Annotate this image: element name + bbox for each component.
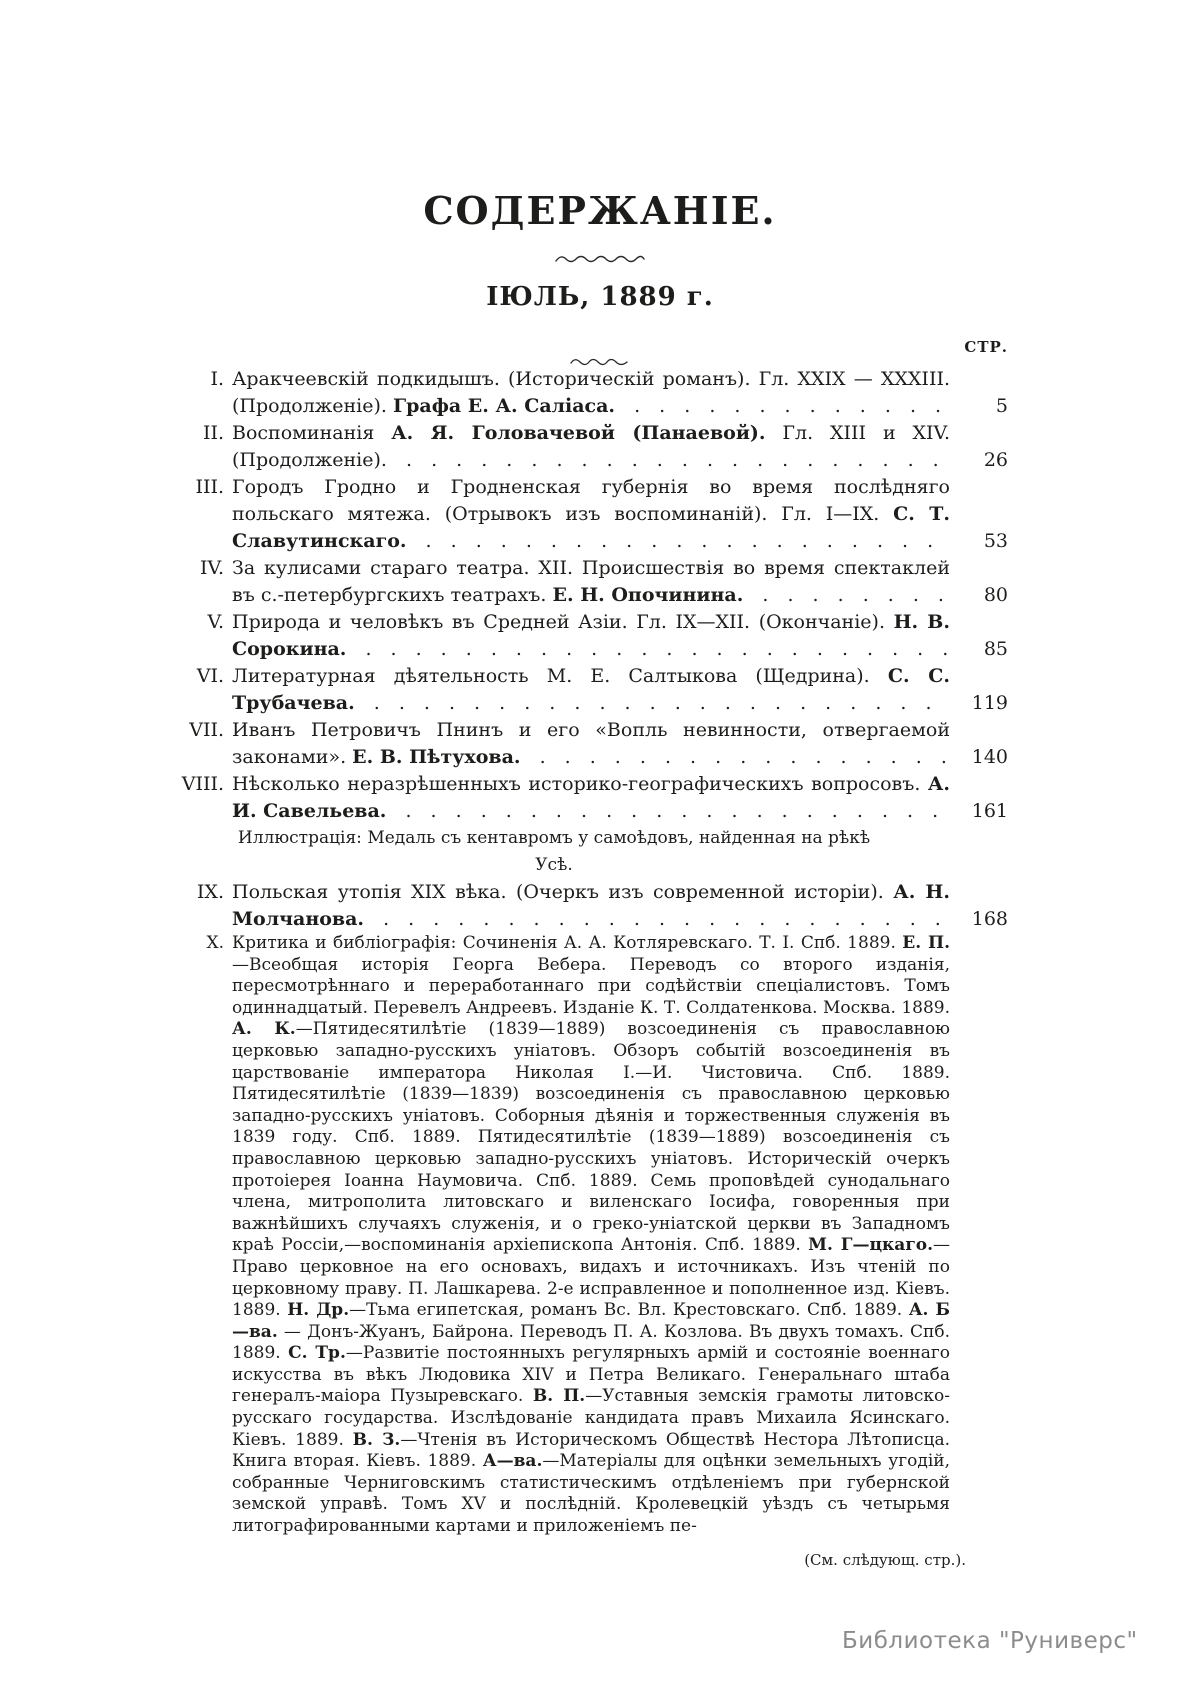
entry-title: Природа и человѣкъ въ Средней Азіи. Гл. IX—XII. (Окончаніе). Н. В. Сорокина. . . . . . . . . . . . . . . . . . . . . . . . . xyxy=(232,611,950,660)
entry-title: Нѣсколько неразрѣшенныхъ историко-географическихъ вопросовъ. А. И. Савельева. . . . . . . . . . . . . . . . . . . . . . . xyxy=(232,773,950,822)
entry-page-number: 161 xyxy=(971,800,1008,822)
illustration-note: Иллюстрація: Медаль съ кентавромъ у самоѣдовъ, найденная на рѣкѣ Усѣ. xyxy=(237,828,871,875)
library-watermark: Библиотека "Руниверс" xyxy=(842,1628,1138,1654)
author-name: Е. Н. Опочинина. xyxy=(552,584,744,606)
entry-page-number: 85 xyxy=(983,638,1008,660)
author-name: Е. П. xyxy=(902,933,950,953)
author-name: В. П. xyxy=(532,1386,586,1407)
entry-page-number: 26 xyxy=(983,449,1008,471)
author-name: В. З. xyxy=(352,1429,401,1450)
entry-number: X. xyxy=(206,933,224,953)
author-name: А. И. Савельева. xyxy=(232,773,950,822)
entry-page-number: 80 xyxy=(983,584,1008,606)
author-name: М. Г—цкаго. xyxy=(808,1235,933,1256)
dot-leader: . . . . . . . . . . . . . . . . . xyxy=(520,746,947,768)
entry-number: VI. xyxy=(196,665,224,687)
toc-list xyxy=(170,366,1008,1538)
entry-page-number: 119 xyxy=(971,692,1008,714)
dot-leader: . . . . . . . . . . . . . . . . . . . . . . xyxy=(386,449,939,471)
entry-number: VII. xyxy=(189,719,224,741)
author-name: А. Я. Головачевой (Панаевой). xyxy=(391,422,766,444)
entry-number: III. xyxy=(195,476,224,498)
toc-entry-ix xyxy=(170,879,1008,933)
author-name: Н. В. Сорокина. xyxy=(232,611,950,660)
entry-number: VIII. xyxy=(181,773,224,795)
entry-title: Критика и библіографія: Сочиненія А. А. Котляревскаго. Т. I. Спб. 1889. Е. П.—Всеобщая исторія Георга Вебера. Переводъ со второго изданія, пересмотрѣннаго и переработаннаго при содѣйствіи спеціалистовъ. Томъ одиннадцатый. Перевелъ Андреевъ. Изданіе К. Т. Солдатенкова. Москва. 1889. А. К.—Пятидесятилѣтіе (1839—1889) возсоединенія съ православною церковью западно-русскихъ уніатовъ. Обзоръ событій возсоединенія въ царствованіе императора Николая I.—И. Чистовича. Спб. 1889. Пятидесятилѣтіе (1839—1839) возсоединенія съ православною церковью западно-русскихъ уніатовъ. Соборныя дѣянія и торжественныя служенія въ 1839 году. Спб. 1889. Пятидесятилѣтіе (1839—1889) возсоединенія съ православною церковью западно-русскихъ уніатовъ. Историческій очеркъ протоіерея Іоанна Наумовича. Спб. 1889. Семь проповѣдей сунодальнаго члена, митрополита литовскаго и виленскаго Іосифа, говоренныя при важнѣйшихъ случаяхъ служенія, и о греко-уніатской церкви въ Западномъ краѣ Россіи,—воспоминанія архіепископа Антонія. Спб. 1889. М. Г—цкаго.—Право церковное на его основахъ, видахъ и источникахъ. Изъ чтеній по церковному праву. П. Лашкарева. 2-е исправленное и пополненное изд. Кіевъ. 1889. Н. Др.—Тьма египетская, романъ Вс. Вл. Крестовскаго. Спб. 1889. А. Б—ва. — Донъ-Жуанъ, Байрона. Переводъ П. А. Козлова. Въ двухъ томахъ. Спб. 1889. С. Тр.—Развитіе постоянныхъ регулярныхъ армій и состояніе военнаго искусства въ вѣкъ Людовика XIV и Петра Великаго. Генеральнаго штаба генералъ-маіора Пузыревскаго. В. П.—Уставныя земскія грамоты литовско-русскаго государства. Изслѣдованіе кандидата правъ Михаила Ясинскаго. Кіевъ. 1889. В. З.—Чтенія въ Историческомъ Обществѣ Нестора Лѣтописца. Книга вторая. Кіевъ. 1889. А—ва.—Матеріалы для оцѣнки земельныхъ угодій, собранные Черниговскимъ статистическимъ отдѣленіемъ при губернской земской управѣ. Томъ XV и послѣдній. Кролевецкій уѣздъ съ четырьмя литографированными картами и приложеніемъ пе- xyxy=(232,933,951,1537)
toc-entry-vi xyxy=(170,663,1008,717)
toc-entry-i xyxy=(170,366,1008,420)
entry-number: II. xyxy=(202,422,224,444)
entry-title: Иванъ Петровичъ Пнинъ и его «Вопль невинности, отвергаемой законами». Е. В. Пѣтухова. . . . . . . . . . . . . . . . . . xyxy=(232,719,950,768)
toc-entry-x xyxy=(170,933,1008,1538)
dot-leader: . . . . . . . . xyxy=(743,584,944,606)
entry-title: Литературная дѣятельность М. Е. Салтыкова (Щедрина). С. С. Трубачева. . . . . . . . . . . . . . . . . . . . . . . . xyxy=(232,665,950,714)
entry-page-number: 5 xyxy=(995,395,1008,417)
continuation-note: (См. слѣдующ. стр.). xyxy=(804,1550,966,1569)
author-name: Е. В. Пѣтухова. xyxy=(352,746,521,768)
author-name: С. Т. Славутинскаго. xyxy=(232,503,950,552)
dot-leader: . . . . . . . . . . . . . . . . . . . . . . . . xyxy=(346,638,949,660)
toc-entry-ii xyxy=(170,420,1008,474)
dot-leader: . . . . . . . . . . . . . . . . . . . . . . xyxy=(386,800,939,822)
author-name: А. Н. Молчанова. xyxy=(232,881,950,930)
entry-number: IV. xyxy=(200,557,224,579)
page-title: СОДЕРЖАНІЕ. xyxy=(423,188,777,233)
entry-page-number: 53 xyxy=(983,530,1008,552)
author-name: А. К. xyxy=(232,1019,296,1040)
toc-entry-iii xyxy=(170,474,1008,555)
dot-leader: . . . . . . . . . . . . . . . . . . . . . . . xyxy=(354,692,932,714)
author-name: А. Б—ва. xyxy=(232,1300,951,1342)
author-name: С. С. Трубачева. xyxy=(232,665,950,714)
author-name: Н. Др. xyxy=(287,1300,350,1321)
entry-number: IX. xyxy=(196,881,224,903)
entry-number: V. xyxy=(207,611,224,633)
issue-title: ІЮЛЬ, 1889 г. xyxy=(486,282,714,312)
entry-title: Воспоминанія А. Я. Головачевой (Панаевой). Гл. XIII и XIV. (Продолженіе). . . . . . . . . . . . . . . . . . . . . . . xyxy=(232,422,950,471)
entry-page-number: 168 xyxy=(971,908,1008,930)
entry-title: Городъ Гродно и Гродненская губернія во время послѣдняго польскаго мятежа. (Отрывокъ изъ воспоминаній). Гл. I—IX. С. Т. Славутинскаго. . . . . . . . . . . . . . . . . . . . . . xyxy=(232,476,950,552)
table-of-contents xyxy=(170,366,1008,1573)
entry-title: Аракчеевскій подкидышъ. (Историческій романъ). Гл. XXIX — XXXIII. (Продолженіе). Графа Е. А. Саліаса. . . . . . . . . . . . . . xyxy=(232,368,950,417)
entry-title: За кулисами стараго театра. XII. Происшествія во время спектаклей въ с.-петербургскихъ театрахъ. Е. Н. Опочинина. . . . . . . . . xyxy=(232,557,950,606)
toc-content-column xyxy=(170,0,1008,1693)
toc-entry-iv xyxy=(170,555,1008,609)
dot-leader: . . . . . . . . . . . . . . . . . . . . . . . xyxy=(364,908,941,930)
page-column-header: СТР. xyxy=(964,338,1008,356)
author-name: Графа Е. А. Саліаса. xyxy=(393,395,616,417)
entry-number: I. xyxy=(210,368,224,390)
toc-entry-viii xyxy=(170,771,1008,825)
toc-entry-v xyxy=(170,609,1008,663)
toc-entry-vii xyxy=(170,717,1008,771)
entry-title: Польская утопія XIX вѣка. (Очеркъ изъ современной исторіи). А. Н. Молчанова. . . . . . . . . . . . . . . . . . . . . . . . xyxy=(232,881,950,930)
author-name: С. Тр. xyxy=(288,1343,346,1364)
author-name: А—ва. xyxy=(482,1451,543,1472)
dot-leader: . . . . . . . . . . . . . xyxy=(615,395,942,417)
entry-page-number: 140 xyxy=(971,746,1008,768)
dot-leader: . . . . . . . . . . . . . . . . . . . . . xyxy=(406,530,934,552)
